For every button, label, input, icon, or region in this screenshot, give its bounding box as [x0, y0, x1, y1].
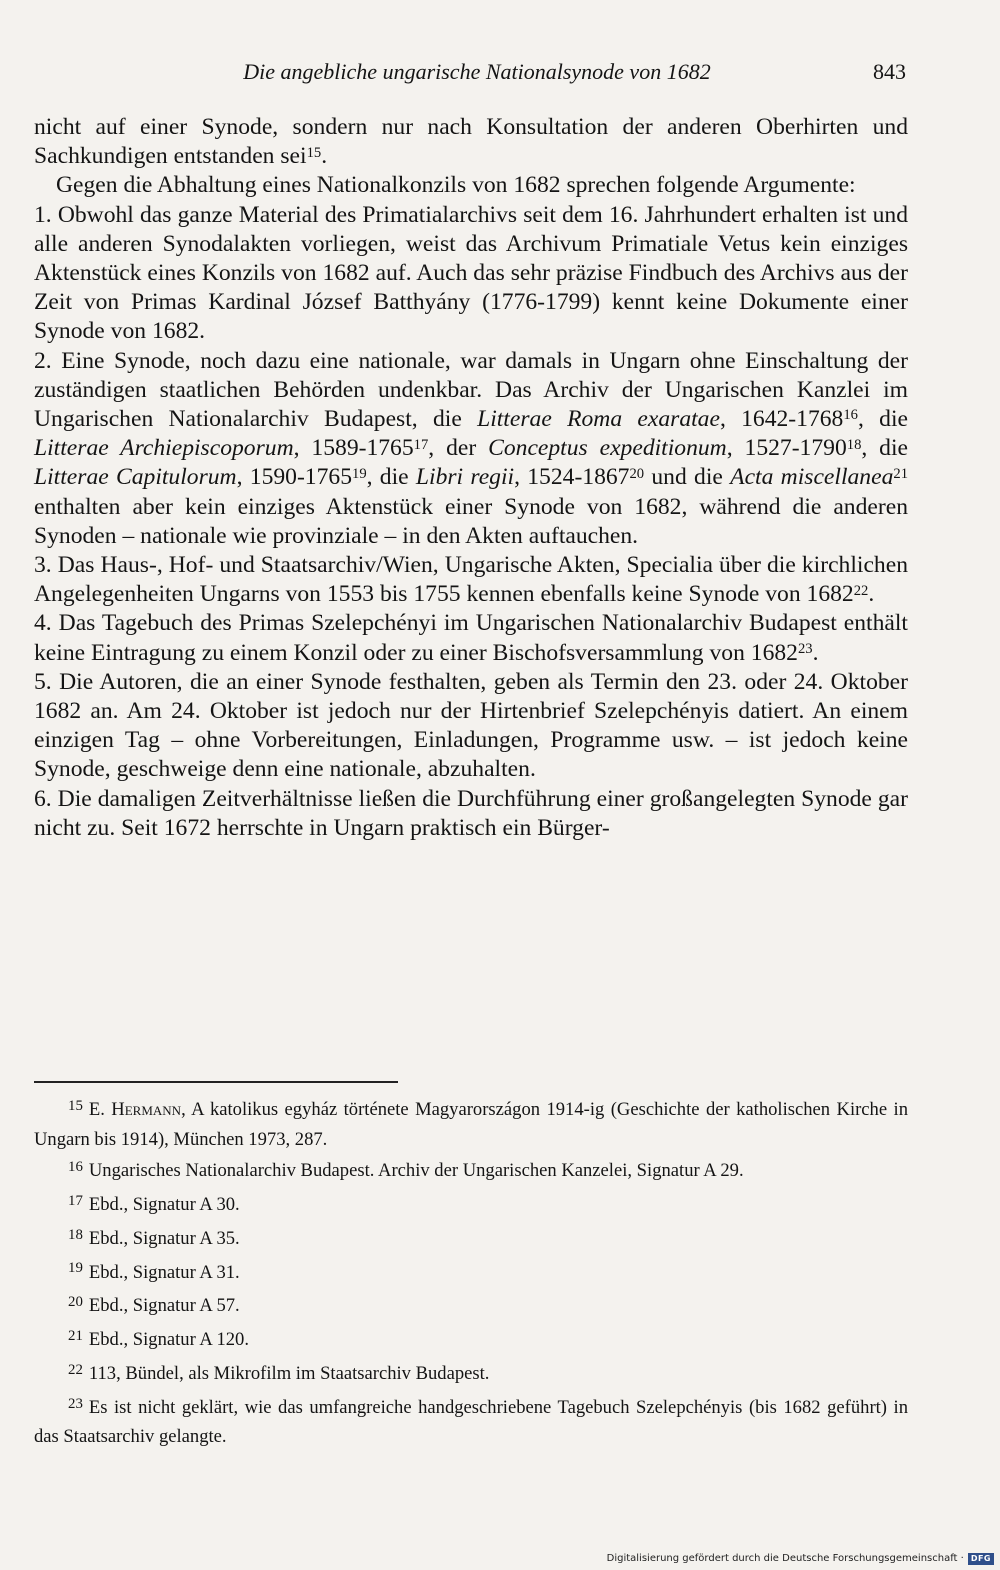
footnote-divider [34, 1081, 398, 1083]
text-run: , 1642-1768 [719, 406, 844, 433]
footnote-ref: 16 [843, 407, 858, 424]
list-item [34, 201, 908, 347]
text-run: enthalten aber kein einziges Aktenstück einer Synode von 1682, während die anderen Synoden – nationale wie provinziale – in den Akten auftauchen. [34, 493, 908, 549]
list-item [34, 551, 908, 609]
footnote-number: 20 [68, 1294, 83, 1311]
text-run: . [868, 581, 875, 608]
footnote-number: 15 [68, 1097, 83, 1114]
text-run: 5. Die Autoren, die an einer Synode festhalten, geben als Termin den 23. oder 24. Oktober 1682 an. Am 24. Oktober ist jedoch nur der Hirtenbrief Szelepchényis datiert. An einem einzigen Tag – ohne Vorbereitungen, Einladungen, Programme usw. – ist jedoch keine Synode, geschweige denn eine nationale, abzuhalten. [34, 668, 908, 783]
text-run: . [812, 639, 819, 666]
body-text [34, 113, 908, 843]
footnote-ref: 20 [629, 465, 645, 482]
footnote-number: 17 [68, 1192, 83, 1209]
paragraph [34, 113, 908, 171]
footnote [34, 1157, 908, 1187]
text-run: 1. Obwohl das ganze Material des Primatialarchivs seit dem 16. Jahrhundert erhalten ist und alle anderen Synodalakten vorliegen, weist das Archivum Primatiale Vetus kein einziges Aktenstück eines Konzils von 1682 auf. Auch das sehr präzise Findbuch des Archivs aus der Zeit von Primas Kardinal József Batthyány (1776-1799) kennt keine Dokumente einer Synode von 1682. [34, 201, 908, 345]
archive-title: Litterae Capitulorum [34, 464, 237, 491]
footnote-number: 22 [68, 1361, 83, 1378]
archive-title: Libri regii [415, 464, 515, 491]
footnote-ref: 23 [797, 641, 813, 658]
archive-title: Conceptus expeditionum [488, 435, 727, 462]
footnote-ref: 17 [413, 436, 429, 453]
footnote-text: Ebd., Signatur A 31. [88, 1261, 240, 1283]
archive-title: Acta miscellanea [730, 464, 894, 491]
credit-text: Digitalisierung gefördert durch die Deutsche Forschungsgemeinschaft · [606, 1553, 964, 1564]
footnote-text: Ebd., Signatur A 57. [88, 1295, 240, 1317]
footnote-ref: 19 [352, 465, 367, 482]
footnote-author: E. Hermann [88, 1099, 182, 1120]
text-run: , 1589-1765 [293, 435, 414, 462]
list-item [34, 668, 908, 785]
footnote [34, 1259, 908, 1289]
text-run: und die [644, 464, 731, 491]
text-run: 2. Eine Synode, noch dazu eine nationale, war damals in Ungarn ohne Einschaltung der zuständigen staatlichen Behörden undenkbar. Das Archiv der Ungarischen Kanzlei im Ungarischen Nationalarchiv Budapest, die [34, 347, 908, 433]
footnote-text: 113, Bündel, als Mikrofilm im Staatsarchiv Budapest. [88, 1363, 490, 1385]
text-run: nicht auf einer Synode, sondern nur nach Konsultation der anderen Oberhirten und Sachkundigen entstanden sei [34, 114, 908, 170]
text-run: 3. Das Haus-, Hof- und Staatsarchiv/Wien, Ungarische Akten, Specialia über die kirchlichen Angelegenheiten Ungarns von 1553 bis 1755 kennen ebenfalls keine Synode von 1682 [34, 552, 908, 608]
list-item [34, 785, 908, 843]
footnote [34, 1394, 908, 1451]
running-title: Die angebliche ungarische Nationalsynode von 1682 [243, 59, 711, 84]
footnote [34, 1225, 908, 1255]
footnote-number: 18 [68, 1226, 83, 1243]
footnote-ref: 18 [846, 436, 862, 453]
footnote [34, 1292, 908, 1322]
text-run: , der [428, 435, 489, 462]
footnote-ref: 15 [306, 144, 322, 161]
footnote-ref: 21 [893, 465, 908, 482]
text-run: , die [366, 464, 416, 491]
footnote-text: Ungarisches Nationalarchiv Budapest. Archiv der Ungarischen Kanzelei, Signatur A 29. [88, 1160, 744, 1182]
footnote-number: 21 [68, 1328, 83, 1345]
footnote-number: 19 [68, 1260, 83, 1277]
footnote [34, 1326, 908, 1356]
footnote-text: Ebd., Signatur A 120. [88, 1329, 249, 1351]
footnote [34, 1360, 908, 1390]
footnotes [34, 1096, 908, 1455]
footnote-number: 23 [68, 1395, 83, 1412]
text-run: 4. Das Tagebuch des Primas Szelepchényi im Ungarischen Nationalarchiv Budapest enthält keine Eintragung zu einem Konzil oder zu einer Bischofsversammlung von 1682 [34, 610, 908, 666]
text-run: , die [857, 406, 908, 433]
digitization-credit [607, 1552, 994, 1566]
text-run: , 1524-1867 [514, 464, 630, 491]
paragraph [34, 171, 908, 200]
archive-title: Litterae Archiepiscoporum [34, 435, 294, 462]
footnote-text: , A katolikus egyház története Magyarországon 1914-ig (Geschichte der katholischen Kirche in Ungarn bis 1914), München 1973, 287. [34, 1099, 908, 1150]
footnote [34, 1191, 908, 1221]
list-item [34, 347, 908, 551]
text-run: 6. Die damaligen Zeitverhältnisse ließen die Durchführung einer großangelegten Synode gar nicht zu. Seit 1672 herrschte in Ungarn praktisch ein Bürger- [34, 785, 908, 841]
footnote [34, 1096, 908, 1153]
page-number: 843 [873, 59, 906, 84]
text-run: . [321, 143, 328, 170]
text-run: Gegen die Abhaltung eines Nationalkonzils von 1682 sprechen folgende Argumente: [56, 172, 856, 199]
dfg-logo: DFG [968, 1553, 994, 1565]
text-run: , die [861, 435, 908, 462]
footnote-text: Es ist nicht geklärt, wie das umfangreiche handgeschriebene Tagebuch Szelepchényis (bis 1682 geführt) in das Staatsarchiv gelangte. [34, 1396, 908, 1448]
list-item [34, 609, 908, 667]
text-run: , 1590-1765 [236, 464, 352, 491]
running-head [34, 56, 906, 88]
footnote-text: Ebd., Signatur A 35. [88, 1227, 240, 1249]
footnote-number: 16 [68, 1159, 83, 1176]
footnote-ref: 22 [853, 582, 869, 599]
footnote-text: Ebd., Signatur A 30. [88, 1194, 240, 1216]
text-run: , 1527-1790 [726, 435, 847, 462]
archive-title: Litterae Roma exaratae [477, 406, 720, 433]
